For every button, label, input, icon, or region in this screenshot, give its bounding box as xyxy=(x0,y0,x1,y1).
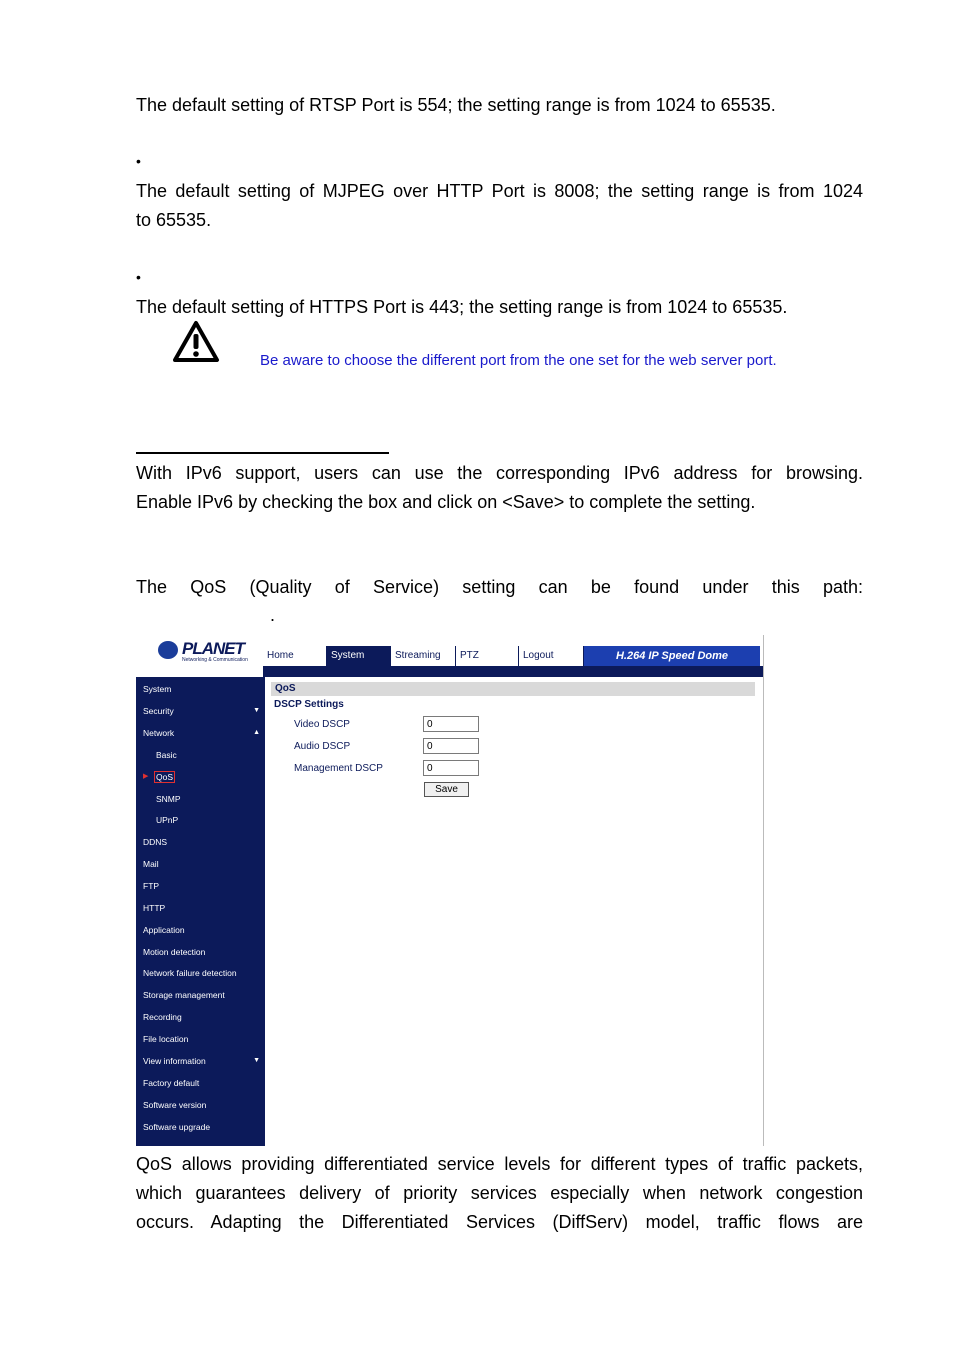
sidebar-item-ftp[interactable]: FTP xyxy=(143,881,160,891)
tab-ptz[interactable]: PTZ xyxy=(456,646,519,666)
sidebar-item-storage-management[interactable]: Storage management xyxy=(143,990,225,1000)
planet-logo: PLANET xyxy=(182,639,244,658)
save-button[interactable]: Save xyxy=(424,782,469,797)
qos-settings-screenshot xyxy=(136,635,764,1146)
sidebar-item-application[interactable]: Application xyxy=(143,925,185,935)
caution-note: Be aware to choose the different port from the one set for the web server port. xyxy=(260,352,777,369)
sidebar-item-factory-default[interactable]: Factory default xyxy=(143,1078,200,1088)
sidebar-item-security[interactable]: Security xyxy=(143,706,174,716)
qos-paragraph-line1: QoS allows providing differentiated service levels for different types of traffic packets, xyxy=(136,1154,863,1174)
ipv6-paragraph-line2: Enable IPv6 by checking the box and click on <Save> to complete the setting. xyxy=(136,492,756,512)
sidebar-item-system[interactable]: System xyxy=(143,684,172,694)
product-brand: H.264 IP Speed Dome xyxy=(584,646,760,666)
chevron-down-icon: ▼ xyxy=(253,707,260,714)
settings-panel xyxy=(265,677,763,1146)
sidebar-item-network[interactable]: Network xyxy=(143,728,175,738)
tab-streaming[interactable]: Streaming xyxy=(391,646,456,666)
tab-system[interactable]: System xyxy=(327,646,391,666)
sidebar-item-basic[interactable]: Basic xyxy=(156,750,177,760)
audio-dscp-label: Audio DSCP xyxy=(294,741,351,752)
mjpeg-paragraph-line1: The default setting of MJPEG over HTTP Port is 8008; the setting range is from 1024 xyxy=(136,181,863,201)
chevron-up-icon: ▲ xyxy=(253,729,260,736)
sidebar-item-mail[interactable]: Mail xyxy=(143,859,159,869)
sidebar-item-network-failure-detection[interactable]: Network failure detection xyxy=(143,968,237,978)
https-paragraph: The default setting of HTTPS Port is 443; the setting range is from 1024 to 65535. xyxy=(136,297,788,317)
caution-icon xyxy=(172,320,220,364)
path-period: . xyxy=(270,605,276,625)
qos-paragraph-line3: occurs. Adapting the Differentiated Services (DiffServ) model, traffic flows are xyxy=(136,1212,863,1232)
bullet-mjpeg: • xyxy=(136,153,141,169)
tab-home[interactable]: Home xyxy=(263,646,327,666)
chevron-down-icon: ▼ xyxy=(253,1057,260,1064)
sidebar-item-software-upgrade[interactable]: Software upgrade xyxy=(143,1122,211,1132)
sidebar-item-recording[interactable]: Recording xyxy=(143,1012,182,1022)
logo-subtitle: Networking & Communication xyxy=(182,657,248,663)
section-title: QoS xyxy=(271,682,755,696)
header-bar xyxy=(263,666,763,677)
sidebar-item-http[interactable]: HTTP xyxy=(143,903,166,913)
video-dscp-input[interactable] xyxy=(423,716,479,732)
management-dscp-label: Management DSCP xyxy=(294,763,383,774)
planet-logo-icon xyxy=(158,641,178,659)
bullet-https: • xyxy=(136,269,141,285)
management-dscp-input[interactable] xyxy=(423,760,479,776)
audio-dscp-input[interactable] xyxy=(423,738,479,754)
qos-paragraph-line2: which guarantees delivery of priority services especially when network congestion xyxy=(136,1183,863,1203)
sidebar-item-view-information[interactable]: View information xyxy=(143,1056,206,1066)
rtsp-paragraph: The default setting of RTSP Port is 554; the setting range is from 1024 to 65535. xyxy=(136,95,776,115)
selected-arrow-icon: ▶ xyxy=(143,773,149,780)
subsection-title: DSCP Settings xyxy=(274,699,344,710)
sidebar-item-motion-detection[interactable]: Motion detection xyxy=(143,947,206,957)
sidebar-item-snmp[interactable]: SNMP xyxy=(156,794,181,804)
logo-area xyxy=(136,635,265,666)
sidebar-item-ddns[interactable]: DDNS xyxy=(143,837,168,847)
tab-logout[interactable]: Logout xyxy=(519,646,584,666)
section-heading-underline xyxy=(136,452,389,454)
sidebar-item-qos-label: QoS xyxy=(156,772,174,782)
sidebar-item-file-location[interactable]: File location xyxy=(143,1034,189,1044)
mjpeg-paragraph-line2: to 65535. xyxy=(136,210,212,230)
sidebar-item-qos[interactable] xyxy=(154,772,175,782)
qos-path-paragraph: The QoS (Quality of Service) setting can be found under this path: xyxy=(136,577,863,597)
sidebar-item-software-version[interactable]: Software version xyxy=(143,1100,207,1110)
video-dscp-label: Video DSCP xyxy=(294,719,350,730)
sidebar xyxy=(136,677,265,1146)
ipv6-paragraph-line1: With IPv6 support, users can use the corresponding IPv6 address for browsing. xyxy=(136,463,863,483)
sidebar-item-upnp[interactable]: UPnP xyxy=(156,815,179,825)
